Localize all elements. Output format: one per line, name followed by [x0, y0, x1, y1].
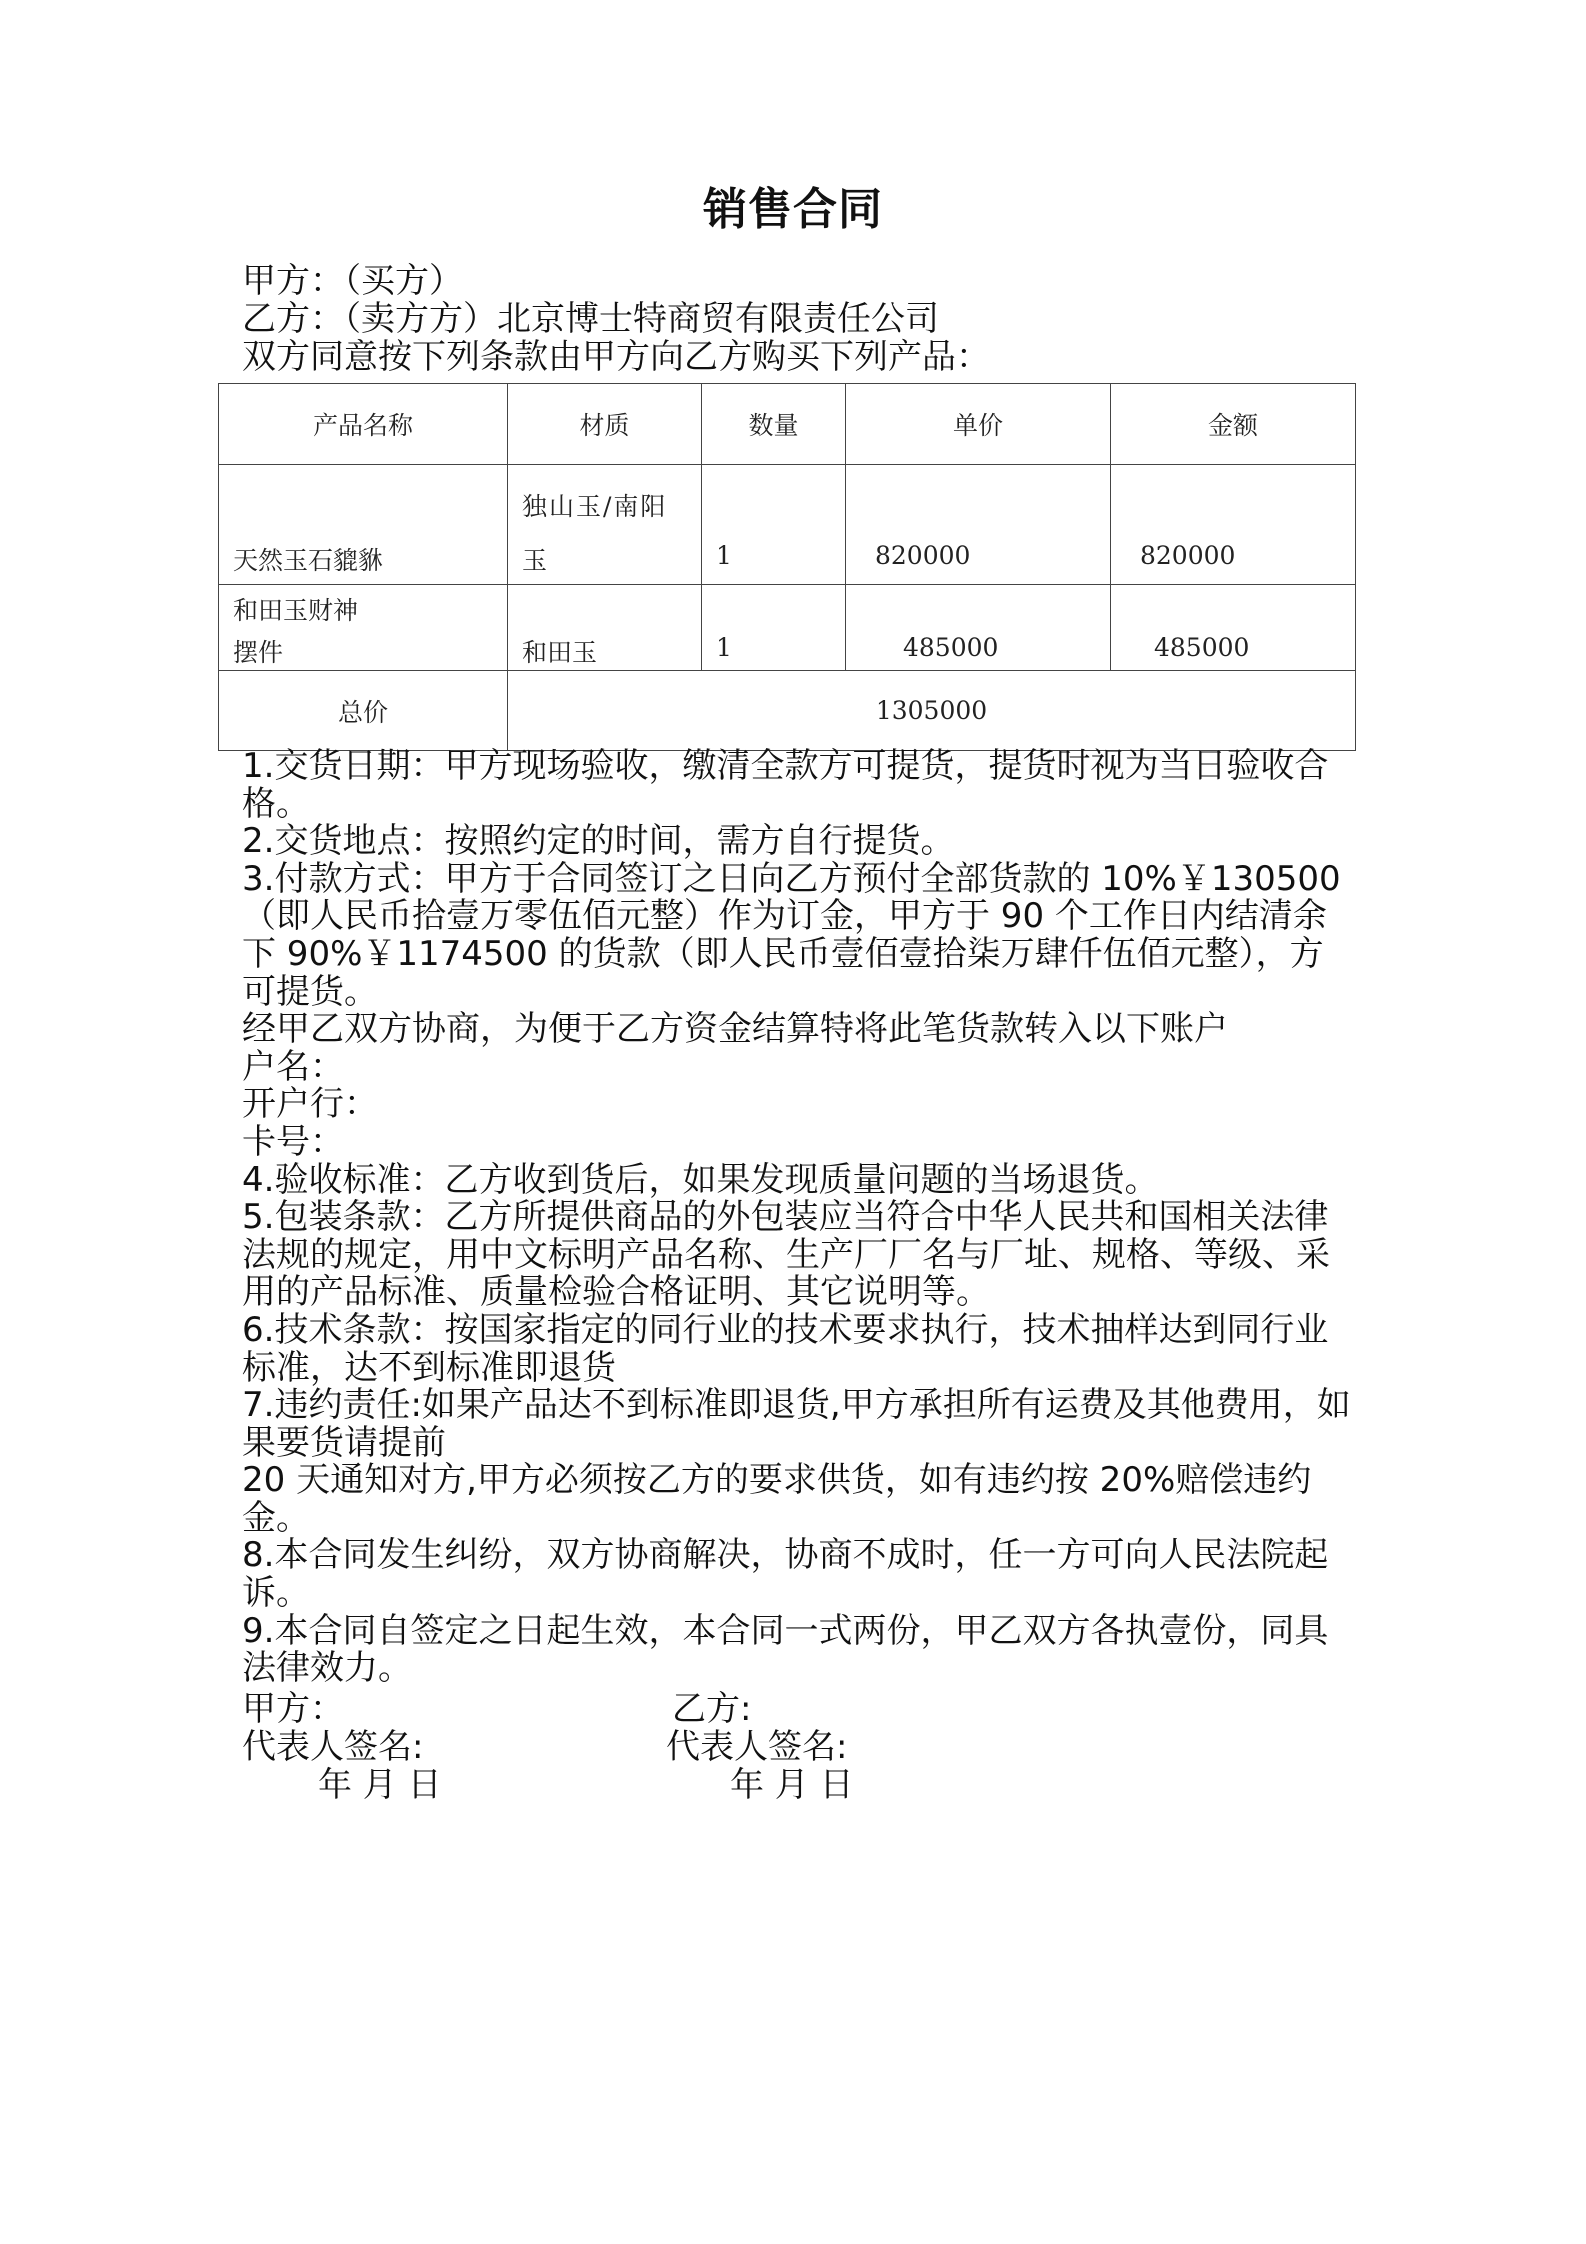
header-amount: 金额 — [1111, 384, 1356, 465]
clause-technical: 6.技术条款：按国家指定的同行业的技术要求执行，技术抽样达到同行业标准，达不到标准即退货 — [242, 1309, 1329, 1388]
header-product-name: 产品名称 — [219, 384, 508, 465]
product-name: 天然玉石貔貅 — [233, 546, 384, 575]
party-a-date: 年 月 日 — [318, 1765, 442, 1805]
product-name-line2: 摆件 — [233, 638, 284, 667]
clause-delivery-date: 1.交货日期：甲方现场验收，缴清全款方可提货，提货时视为当日验收合格。 — [242, 746, 1329, 824]
quantity: 1 — [716, 541, 732, 570]
party-a-representative: 代表人签名: — [242, 1727, 424, 1767]
header-quantity: 数量 — [702, 384, 846, 465]
party-a-sign: 甲方： — [242, 1689, 344, 1729]
material-line1: 独山玉/南阳 — [522, 492, 668, 521]
table-row — [219, 465, 1356, 585]
products-table — [218, 383, 1356, 751]
clause-dispute: 8.本合同发生纠纷，双方协商解决，协商不成时，任一方可向人民法院起诉。 — [242, 1535, 1329, 1614]
amount: 485000 — [1154, 633, 1250, 662]
unit-price: 820000 — [875, 541, 971, 570]
amount: 820000 — [1140, 541, 1236, 570]
account-intro: 经甲乙双方协商，为便于乙方资金结算特将此笔货款转入以下账户 — [242, 1009, 1228, 1050]
unit-price: 485000 — [903, 633, 999, 662]
table-row — [219, 585, 1356, 671]
header-material: 材质 — [508, 384, 702, 465]
product-name-line1: 和田玉财神 — [233, 596, 359, 625]
party-b-line: 乙方：（卖方方）北京博士特商贸有限责任公司 — [242, 299, 939, 339]
total-label: 总价 — [219, 671, 508, 751]
clause-breach-cont: 20 天通知对方,甲方必须按乙方的要求供货，如有违约按 20%赔偿违约金。 — [242, 1460, 1312, 1538]
clause-acceptance: 4.验收标准：乙方收到货后，如果发现质量问题的当场退货。 — [242, 1159, 1159, 1200]
party-b-sign: 乙方: — [672, 1689, 752, 1729]
clause-payment: 3.付款方式：甲方于合同签订之日向乙方预付全部货款的 10%￥130500（即人民币拾壹万零伍佰元整）作为订金，甲方于 90 个工作日内结清余下 90%￥1174500 的货款（即人民币壹佰壹拾柒万肆仟伍佰元整），方可提货。 — [242, 858, 1341, 1012]
total-value: 1305000 — [508, 671, 1356, 751]
intro-line: 双方同意按下列条款由甲方向乙方购买下列产品： — [242, 337, 990, 377]
party-b-date: 年 月 日 — [730, 1765, 854, 1805]
table-header-row — [219, 384, 1356, 465]
parties-section — [242, 262, 1392, 376]
contract-title: 销售合同 — [703, 184, 883, 235]
clause-effective: 9.本合同自签定之日起生效，本合同一式两份，甲乙双方各执壹份，同具法律效力。 — [242, 1610, 1329, 1689]
party-a-line: 甲方：（买方） — [242, 261, 463, 301]
clause-breach: 7.违约责任:如果产品达不到标准即退货,甲方承担所有运费及其他费用，如果要货请提前 — [242, 1385, 1351, 1463]
material-line2: 玉 — [522, 546, 548, 575]
header-unit-price: 单价 — [846, 384, 1111, 465]
contract-clauses — [242, 748, 1357, 1688]
account-name: 户名： — [242, 1046, 344, 1087]
table-total-row — [219, 671, 1356, 751]
clause-delivery-place: 2.交货地点：按照约定的时间，需方自行提货。 — [242, 821, 955, 862]
party-b-representative: 代表人签名: — [666, 1727, 848, 1767]
account-bank: 开户行： — [242, 1084, 378, 1125]
account-card: 卡号： — [242, 1121, 344, 1162]
quantity: 1 — [716, 633, 732, 662]
material: 和田玉 — [522, 638, 598, 667]
clause-packaging: 5.包装条款：乙方所提供商品的外包装应当符合中华人民共和国相关法律法规的规定，用中文标明产品名称、生产厂厂名与厂址、规格、等级、采用的产品标准、质量检验合格证明、其它说明等。 — [242, 1197, 1330, 1313]
